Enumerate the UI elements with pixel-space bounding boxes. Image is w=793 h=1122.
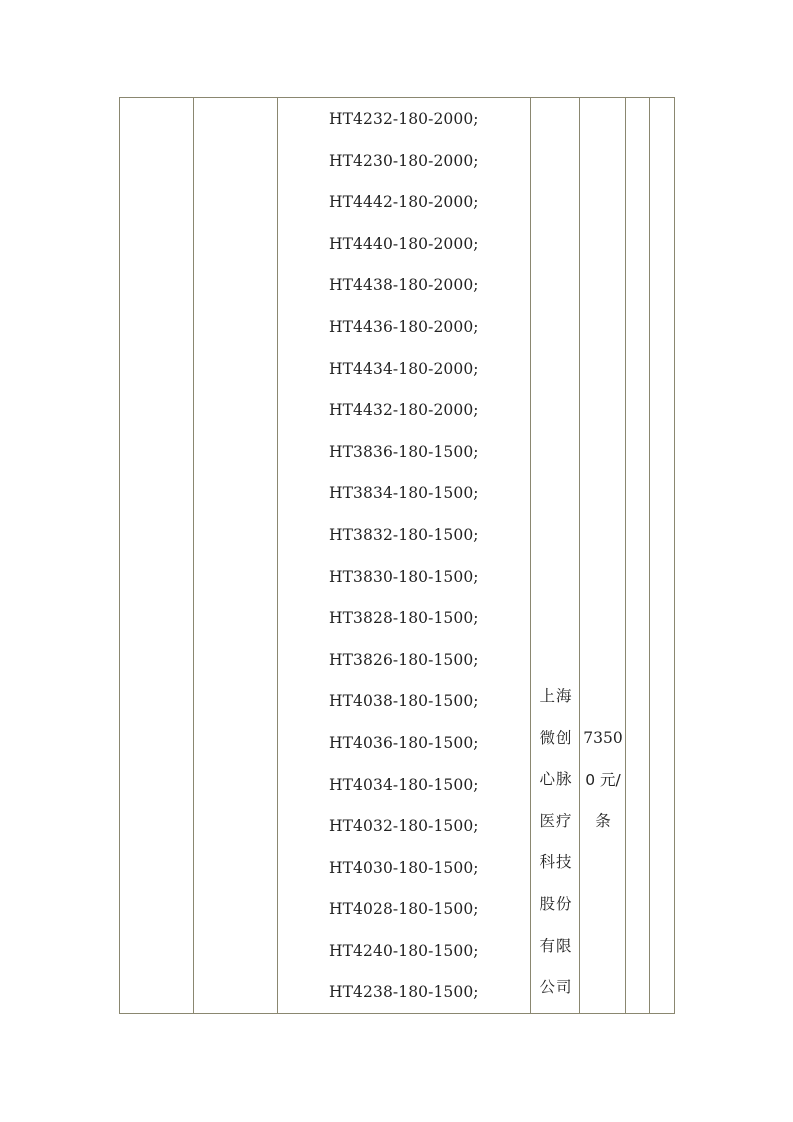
model-code: HT4442-180-2000; xyxy=(329,193,479,212)
model-code: HT4028-180-1500; xyxy=(329,900,479,919)
model-code: HT3828-180-1500; xyxy=(329,609,479,628)
manufacturer-cell xyxy=(536,682,576,1015)
model-code: HT3826-180-1500; xyxy=(329,650,479,669)
model-code: HT4038-180-1500; xyxy=(329,692,479,711)
model-code: HT4230-180-2000; xyxy=(329,151,479,170)
model-code: HT3836-180-1500; xyxy=(329,442,479,461)
model-code: HT3832-180-1500; xyxy=(329,525,479,544)
column-divider-2 xyxy=(277,98,278,1013)
model-code: HT4240-180-1500; xyxy=(329,941,479,960)
manufacturer-text: 医疗 xyxy=(539,811,573,830)
column-divider-4 xyxy=(579,98,580,1013)
price-text: 7350 xyxy=(583,729,623,747)
model-code: HT3834-180-1500; xyxy=(329,484,479,503)
column-divider-1 xyxy=(193,98,194,1013)
model-code: HT4440-180-2000; xyxy=(329,234,479,253)
column-divider-3 xyxy=(530,98,531,1013)
model-code: HT4030-180-1500; xyxy=(329,858,479,877)
model-code: HT3830-180-1500; xyxy=(329,567,479,586)
price-text: 条 xyxy=(595,812,611,831)
manufacturer-text: 股份 xyxy=(539,894,573,913)
price-cell xyxy=(580,724,626,849)
model-code: HT4232-180-2000; xyxy=(329,110,479,128)
model-code: HT4034-180-1500; xyxy=(329,775,479,794)
price-text: 0 元/ xyxy=(585,770,621,789)
manufacturer-text: 公司 xyxy=(539,978,573,997)
column-divider-6 xyxy=(649,98,650,1013)
model-code: HT4434-180-2000; xyxy=(329,359,479,378)
model-code: HT4432-180-2000; xyxy=(329,401,479,420)
manufacturer-text: 心脉 xyxy=(539,770,573,789)
manufacturer-text: 上海 xyxy=(539,687,573,705)
model-code: HT4032-180-1500; xyxy=(329,817,479,836)
model-code: HT4238-180-1500; xyxy=(329,983,479,1002)
model-code: HT4436-180-2000; xyxy=(329,317,479,336)
product-table xyxy=(119,97,675,1014)
model-code-list xyxy=(329,105,479,1020)
column-divider-5 xyxy=(625,98,626,1013)
model-code: HT4036-180-1500; xyxy=(329,733,479,752)
model-code: HT4438-180-2000; xyxy=(329,276,479,295)
manufacturer-text: 科技 xyxy=(539,853,573,872)
manufacturer-text: 微创 xyxy=(539,728,573,747)
manufacturer-text: 有限 xyxy=(539,936,573,955)
